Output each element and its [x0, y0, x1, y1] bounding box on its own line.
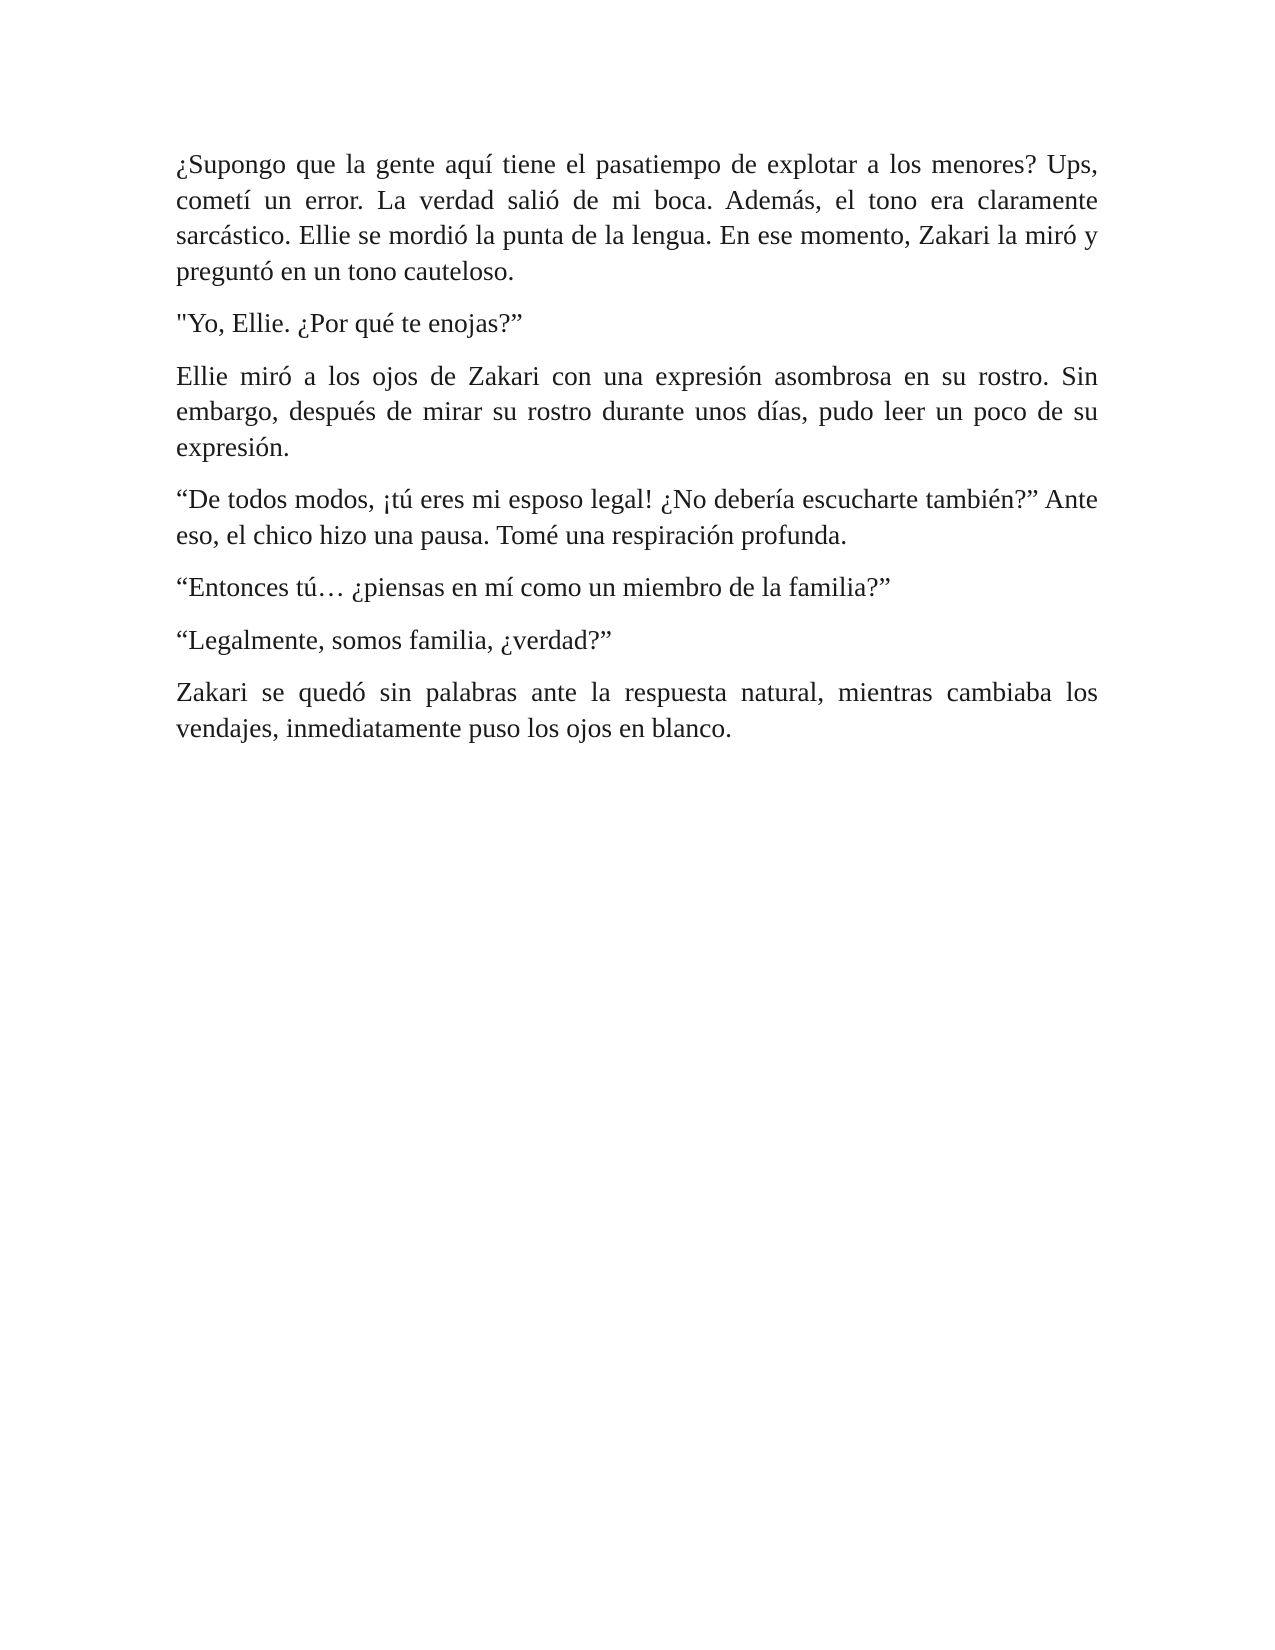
paragraph: ¿Supongo que la gente aquí tiene el pasatiempo de explotar a los menores? Ups, cometí un error. La verdad salió de mi boca. Además, el tono era claramente sarcástico. Ellie se mordió la punta de la lengua. En ese momento, Zakari la miró y preguntó en un tono cauteloso. [176, 148, 1098, 286]
paragraph: “De todos modos, ¡tú eres mi esposo legal! ¿No debería escucharte también?” Ante eso, el chico hizo una pausa. Tomé una respiración profunda. [176, 483, 1098, 550]
body-text [176, 146, 1098, 762]
paragraph: "Yo, Ellie. ¿Por qué te enojas?” [176, 307, 523, 338]
paragraph: Ellie miró a los ojos de Zakari con una expresión asombrosa en su rostro. Sin embargo, después de mirar su rostro durante unos días, pudo leer un poco de su expresión. [176, 359, 1098, 462]
paragraph: “Entonces tú… ¿piensas en mí como un miembro de la familia?” [176, 571, 891, 602]
paragraph: “Legalmente, somos familia, ¿verdad?” [176, 623, 612, 655]
paragraph: Zakari se quedó sin palabras ante la respuesta natural, mientras cambiaba los vendajes, inmediatamente puso los ojos en blanco. [176, 676, 1098, 743]
